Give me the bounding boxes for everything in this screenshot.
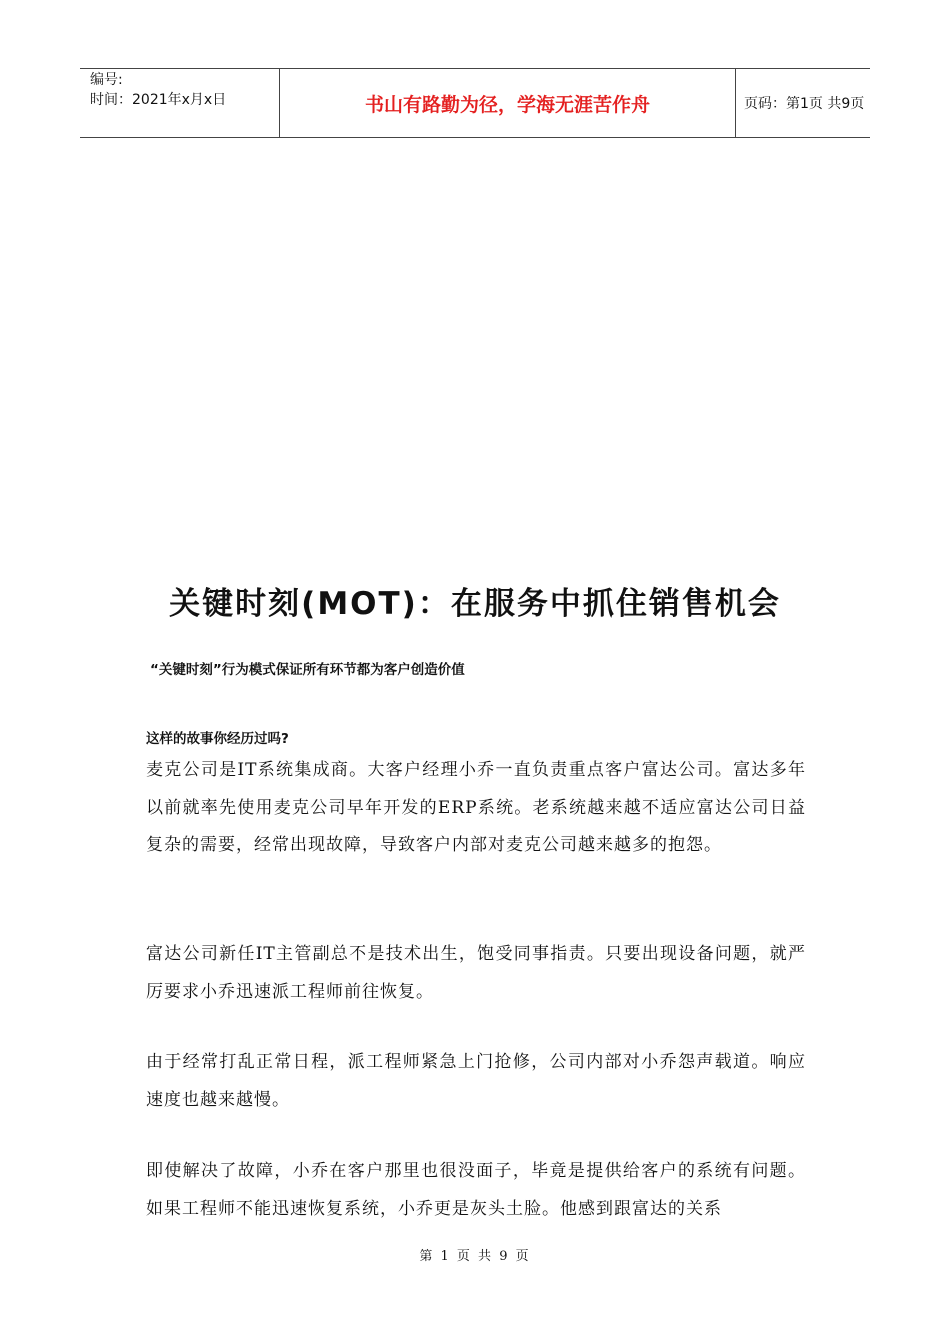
page-header — [80, 68, 870, 138]
body-paragraph: 由于经常打乱正常日程，派工程师紧急上门抢修，公司内部对小乔怨声载道。响应速度也越来越慢。 — [146, 1052, 806, 1110]
section-heading: 这样的故事你经历过吗? — [146, 731, 289, 747]
page-footer: 第 1 页 共 9 页 — [419, 1249, 531, 1264]
body-paragraph: 麦克公司是IT系统集成商。大客户经理小乔一直负责重点客户富达公司。富达多年以前就率先使用麦克公司早年开发的ERP系统。老系统越来越不适应富达公司日益复杂的需要，经常出现故障，导致客户内部对麦克公司越来越多的抱怨。 — [146, 760, 806, 855]
body-paragraph: 富达公司新任IT主管副总不是技术出生，饱受同事指责。只要出现设备问题，就严厉要求小乔迅速派工程师前往恢复。 — [146, 944, 806, 1002]
document-time-label: 时间：2021年x月x日 — [90, 92, 227, 108]
header-meta-cell — [80, 69, 280, 137]
document-number-label: 编号: — [90, 72, 123, 88]
document-subtitle: “关键时刻”行为模式保证所有环节都为客户创造价值 — [150, 662, 465, 678]
body-paragraph: 即使解决了故障，小乔在客户那里也很没面子，毕竟是提供给客户的系统有问题。如果工程师不能迅速恢复系统，小乔更是灰头土脸。他感到跟富达的关系 — [146, 1161, 806, 1219]
header-page-info: 页码：第1页 共9页 — [744, 96, 865, 112]
document-title: 关键时刻(MOT)：在服务中抓住销售机会 — [169, 586, 781, 622]
header-motto: 书山有路勤为径，学海无涯苦作舟 — [280, 69, 736, 137]
